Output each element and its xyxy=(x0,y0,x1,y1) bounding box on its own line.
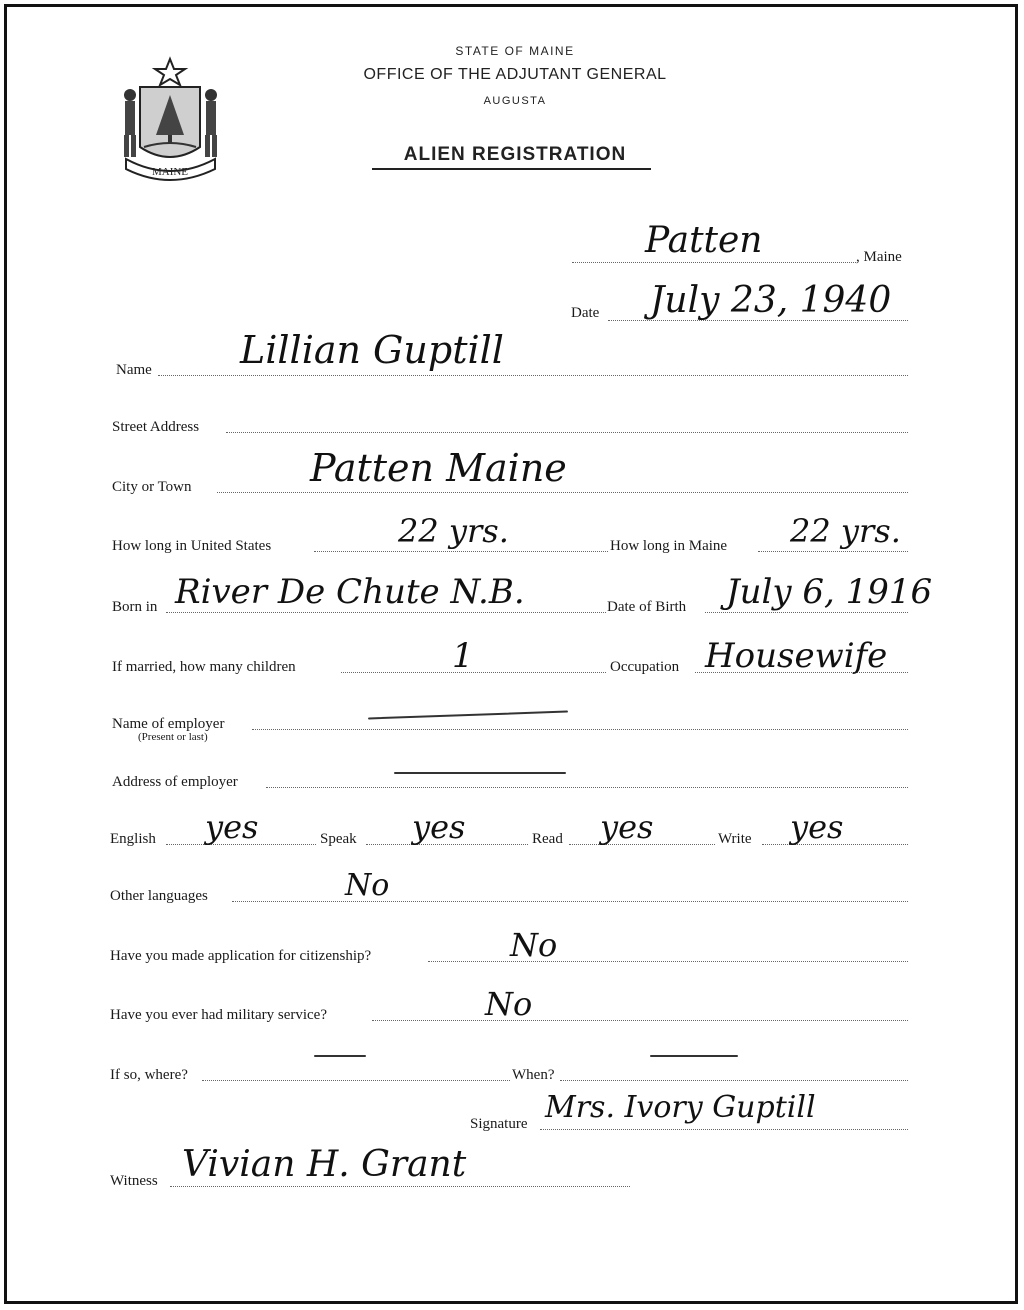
employer-label: Name of employer xyxy=(112,716,225,732)
long-us-line xyxy=(314,551,608,552)
where-dash xyxy=(314,1055,366,1057)
date-value: July 23, 1940 xyxy=(650,280,892,321)
maine-seal-icon xyxy=(118,55,223,183)
city-label: City or Town xyxy=(112,479,192,495)
dob-line xyxy=(705,612,908,613)
born-label: Born in xyxy=(112,599,158,615)
when-dash xyxy=(650,1055,738,1057)
military-line xyxy=(372,1020,908,1021)
street-line xyxy=(226,432,908,433)
other-languages-label: Other languages xyxy=(110,888,208,904)
citizenship-label: Have you made application for citizenship? xyxy=(110,948,372,964)
citizenship-line xyxy=(428,961,908,962)
military-label: Have you ever had military service? xyxy=(110,1007,327,1023)
write-label: Write xyxy=(718,831,752,847)
name-value: Lillian Guptill xyxy=(240,328,504,372)
dob-label: Date of Birth xyxy=(607,599,687,615)
street-label: Street Address xyxy=(112,419,200,435)
where-label: If so, where? xyxy=(110,1067,188,1083)
name-line xyxy=(158,375,908,376)
state-heading: STATE OF MAINE xyxy=(455,44,575,58)
english-label: English xyxy=(110,831,156,847)
read-value: yes xyxy=(600,808,654,846)
long-us-value: 22 yrs. xyxy=(398,512,509,550)
where-line xyxy=(202,1080,510,1081)
when-label: When? xyxy=(512,1067,555,1083)
employer-sub-label: (Present or last) xyxy=(138,731,208,743)
military-value: No xyxy=(485,985,533,1023)
city-value: Patten Maine xyxy=(310,446,567,490)
long-us-label: How long in United States xyxy=(112,538,272,554)
employer-line xyxy=(252,729,908,730)
other-languages-value: No xyxy=(345,868,390,903)
employer-address-line xyxy=(266,787,908,788)
write-value: yes xyxy=(790,808,844,846)
signature-label: Signature xyxy=(470,1116,528,1132)
city-line xyxy=(217,492,908,493)
other-languages-line xyxy=(232,901,908,902)
title-underline xyxy=(372,168,651,170)
english-value: yes xyxy=(205,808,259,846)
born-value: River De Chute N.B. xyxy=(175,572,525,612)
name-label: Name xyxy=(116,362,152,378)
employer-address-dash xyxy=(394,772,566,774)
employer-address-label: Address of employer xyxy=(112,774,238,790)
city-heading: AUGUSTA xyxy=(483,95,547,107)
witness-label: Witness xyxy=(110,1173,158,1189)
born-line xyxy=(166,612,606,613)
office-heading: OFFICE OF THE ADJUTANT GENERAL xyxy=(363,66,667,83)
signature-line xyxy=(540,1129,908,1130)
long-maine-label: How long in Maine xyxy=(610,538,728,554)
town-line xyxy=(572,262,856,263)
town-value: Patten xyxy=(645,220,763,261)
witness-value: Vivian H. Grant xyxy=(182,1144,467,1185)
occupation-label: Occupation xyxy=(610,659,680,675)
witness-line xyxy=(170,1186,630,1187)
long-maine-value: 22 yrs. xyxy=(790,512,901,550)
speak-label: Speak xyxy=(320,831,357,847)
signature-value: Mrs. Ivory Guptill xyxy=(545,1090,816,1125)
date-label: Date xyxy=(571,305,600,321)
occupation-value: Housewife xyxy=(705,636,888,676)
dob-value: July 6, 1916 xyxy=(726,572,933,612)
long-maine-line xyxy=(758,551,908,552)
children-value: 1 xyxy=(452,636,474,676)
town-suffix-label: , Maine xyxy=(856,249,902,265)
when-line xyxy=(560,1080,908,1081)
form-title: ALIEN REGISTRATION xyxy=(403,144,627,165)
citizenship-value: No xyxy=(510,926,558,964)
seal-text: MAINE xyxy=(151,166,189,178)
children-label: If married, how many children xyxy=(112,659,296,675)
speak-value: yes xyxy=(412,808,466,846)
read-label: Read xyxy=(532,831,563,847)
